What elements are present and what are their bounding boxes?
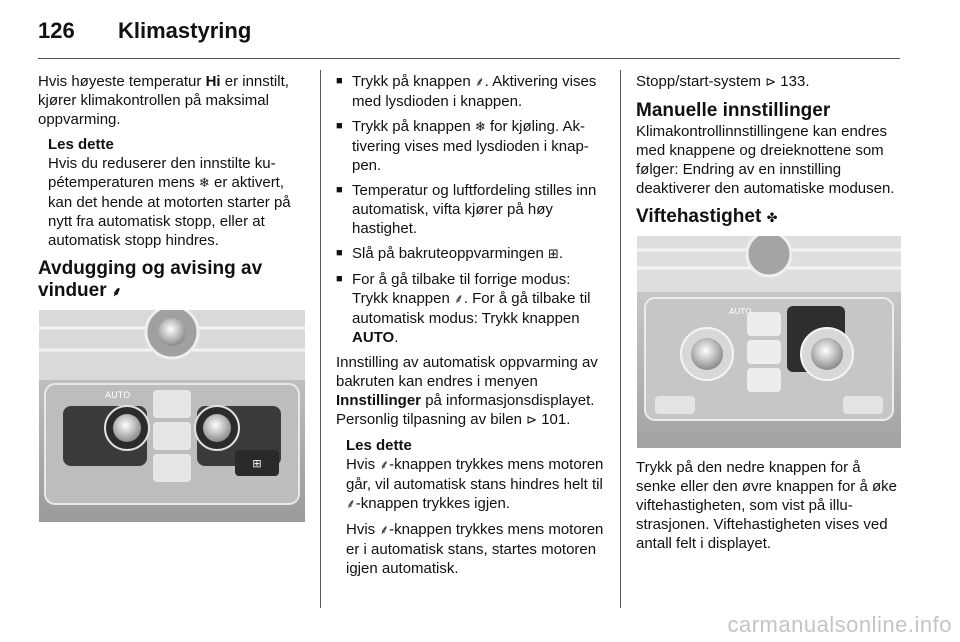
- column-1: [38, 72, 306, 522]
- page-number: 126: [38, 18, 75, 43]
- note-text: Hvis ⸙-knappen trykkes mens motoren går, vil automatisk stans hindres helt til ⸙-knappen trykkes igjen.: [346, 456, 604, 512]
- climate-panel-photo-1: [38, 310, 306, 522]
- list-item: ■ Trykk på knappen ⸙. Aktivering vises med lysdioden i knappen.: [336, 72, 604, 111]
- page-reference-icon: ⊳: [765, 75, 777, 90]
- climate-panel-photo-2: [636, 236, 902, 448]
- list-item: ■ Temperatur og luftfordeling stilles inn automatisk, vifta kjører på høy hastighet.: [336, 181, 604, 238]
- section-heading-defrost: Avdugging og avising av vinduer ⸙: [38, 258, 263, 301]
- note-title: Les dette: [48, 136, 114, 153]
- list-item: ■ Slå på bakruteoppvarmingen ⊞.: [336, 244, 604, 264]
- intro-paragraph: Hvis høyeste temperatur Hi er innstilt, kjører klimakontrollen på maksimal oppvarming.: [38, 73, 289, 128]
- chapter-title: Klimastyring: [118, 18, 252, 43]
- column-divider-1: [320, 70, 321, 608]
- column-divider-2: [620, 70, 621, 608]
- defrost-icon: ⸙: [379, 523, 390, 538]
- defrost-icon: ⸙: [474, 75, 485, 90]
- note-text: Hvis du reduserer den innstilte kupétemperaturen mens ❄ er aktivert, kan det hende at motorten starter på nytt fra automatisk stopp, eller at automatisk stopp hindres.: [48, 155, 291, 249]
- fan-speed-paragraph: Trykk på den nedre knappen for å senke eller den øvre knappen for å øke viftehastigheten, som vist på illustrasjonen. Viftehastigheten vises ved antall felt i displayet.: [636, 459, 897, 552]
- defrost-icon: ⸙: [379, 458, 390, 473]
- column-3: [636, 72, 902, 559]
- defrost-steps-list: [336, 72, 604, 347]
- watermark: carmanualsonline.info: [727, 612, 952, 637]
- rear-window-heat-icon: ⊞: [547, 247, 559, 262]
- settings-paragraph: Innstilling av automatisk oppvarming av bakruten kan endres i menyen Innstillinger på informasjonsdisplayet. Personlig tilpasning av bilen ⊳ 101.: [336, 354, 598, 428]
- column-2: [336, 72, 604, 584]
- fan-icon: ✤: [766, 211, 778, 226]
- list-item: ■ For å gå tilbake til forrige modus: Trykk knappen ⸙. For å gå tilbake til automatisk modus: Trykk knappen AUTO.: [336, 270, 604, 347]
- rear-window-heat-button-label: ⊞: [252, 457, 262, 470]
- note-text: Hvis ⸙-knappen trykkes mens motoren er i automatisk stans, startes motoren igjen automatisk.: [346, 521, 604, 577]
- defrost-icon: ⸙: [346, 497, 356, 512]
- header-rule: [38, 58, 900, 59]
- note-block-2: [346, 436, 604, 578]
- defrost-icon: ⸙: [454, 292, 464, 307]
- section-heading-manual: Manuelle innstillinger: [636, 100, 831, 121]
- note-title: Les dette: [346, 437, 412, 454]
- cooling-icon: ❄: [198, 176, 210, 191]
- section-heading-fan-speed: Viftehastighet ✤: [636, 206, 778, 227]
- stop-start-reference: Stopp/start-system ⊳ 133.: [636, 73, 810, 90]
- defrost-icon: ⸙: [111, 285, 122, 300]
- cooling-icon: ❄: [474, 120, 486, 135]
- auto-button-label: AUTO: [729, 307, 752, 316]
- note-block-1: [48, 135, 306, 250]
- list-item: ■ Trykk på knappen ❄ for kjøling. Aktivering vises med lysdioden i knappen.: [336, 117, 604, 175]
- auto-button-label: AUTO: [105, 391, 131, 401]
- page-reference-icon: ⊳: [526, 413, 538, 428]
- manual-settings-paragraph: Klimakontrollinnstillingene kan endres med knappene og dreieknottene som følger: Endring av en innstilling deaktiverer den automatiske modusen.: [636, 123, 895, 197]
